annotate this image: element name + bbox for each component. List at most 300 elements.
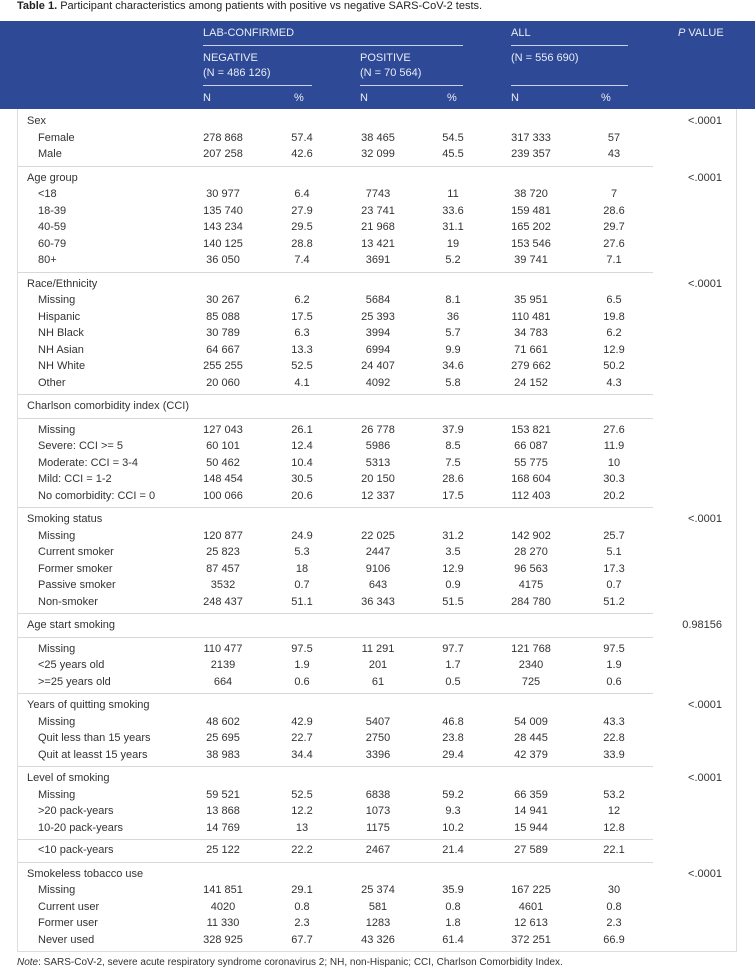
negative-pct-cell: 24.9 <box>291 529 313 542</box>
section-title: Age group <box>27 171 78 184</box>
negative-pct-cell: 0.7 <box>294 579 310 591</box>
positive-pct-cell: 33.6 <box>442 204 464 217</box>
p-value: <.0001 <box>688 115 722 127</box>
positive-n-cell: 26 778 <box>361 423 395 436</box>
negative-pct-cell: 67.7 <box>291 933 313 946</box>
all-n-cell: 168 604 <box>511 473 551 485</box>
negative-n-cell: 30 789 <box>206 327 240 339</box>
positive-pct-cell: 5.7 <box>445 327 461 339</box>
row-label: Former user <box>38 917 98 929</box>
caption-label: Table 1. <box>17 0 58 12</box>
negative-n-cell: 85 088 <box>206 310 240 323</box>
table-section <box>18 110 736 166</box>
row-label: Missing <box>38 529 76 542</box>
positive-n-cell: 21 968 <box>361 221 395 233</box>
table-section <box>18 167 736 272</box>
all-n-cell: 14 941 <box>514 805 548 817</box>
negative-pct-cell: 5.3 <box>294 546 310 558</box>
negative-n-cell: 11 330 <box>206 917 240 929</box>
negative-pct-cell: 52.5 <box>291 788 313 801</box>
all-pct-cell: 6.2 <box>606 327 622 339</box>
row-label: Never used <box>38 933 95 946</box>
all-n-cell: 372 251 <box>511 933 551 946</box>
positive-pct-cell: 21.4 <box>442 844 464 856</box>
negative-n-cell: 87 457 <box>206 562 240 575</box>
positive-n-cell: 1175 <box>366 821 390 834</box>
table-header <box>0 21 755 109</box>
negative-n-cell: 148 454 <box>203 473 243 485</box>
row-label: 18-39 <box>38 204 67 217</box>
all-pct-cell: 22.1 <box>603 844 625 856</box>
table-note <box>17 957 563 969</box>
table-section <box>18 395 736 507</box>
negative-pct-cell: 13.3 <box>291 343 313 356</box>
table-row <box>18 375 736 392</box>
header-all: ALL <box>511 27 531 39</box>
row-label: No comorbidity: CCI = 0 <box>38 489 156 502</box>
section-title: Level of smoking <box>27 772 110 784</box>
positive-pct-cell: 51.5 <box>442 595 464 608</box>
all-pct-cell: 27.6 <box>603 423 625 436</box>
negative-n-cell: 100 066 <box>203 489 243 502</box>
negative-pct-cell: 6.3 <box>294 327 310 339</box>
all-n-cell: 317 333 <box>511 131 551 144</box>
header-rule <box>511 45 628 46</box>
all-n-cell: 4175 <box>518 579 544 591</box>
positive-pct-cell: 45.5 <box>442 148 464 160</box>
p-value: <.0001 <box>688 699 722 711</box>
table-row <box>18 146 736 163</box>
section-header-row <box>18 617 736 634</box>
row-label: >=25 years old <box>38 675 111 688</box>
all-pct-cell: 6.5 <box>606 294 622 306</box>
positive-pct-cell: 3.5 <box>445 546 461 558</box>
section-divider <box>18 418 653 419</box>
header-p-value <box>678 27 724 39</box>
negative-pct-cell: 10.4 <box>291 456 313 469</box>
all-n-cell: 28 445 <box>514 732 548 744</box>
p-value: 0.98156 <box>682 619 722 631</box>
positive-n-cell: 6838 <box>365 788 391 801</box>
all-pct-cell: 0.8 <box>606 900 622 913</box>
table-row <box>18 803 736 820</box>
p-value: <.0001 <box>688 277 722 290</box>
row-label: Male <box>38 148 62 160</box>
positive-pct-cell: 28.6 <box>442 473 464 485</box>
note-text: : SARS-CoV-2, severe acute respiratory syndrome coronavirus 2; NH, non-Hispanic; CCI, Charlson Comorbidity Index. <box>38 957 563 968</box>
all-pct-cell: 25.7 <box>603 529 625 542</box>
negative-n-cell: 25 823 <box>206 546 240 558</box>
negative-pct-cell: 0.8 <box>294 900 310 913</box>
row-label: NH White <box>38 360 86 372</box>
all-pct-cell: 11.9 <box>603 440 625 452</box>
table-row <box>18 882 736 899</box>
all-n-cell: 54 009 <box>514 715 548 728</box>
table-row <box>18 471 736 488</box>
positive-n-cell: 643 <box>368 579 388 591</box>
section-header-row <box>18 866 736 883</box>
table-row <box>18 730 736 747</box>
table-row <box>18 544 736 561</box>
row-label: Non-smoker <box>38 595 98 608</box>
section-header-row <box>18 511 736 528</box>
p-value: <.0001 <box>688 513 722 525</box>
table-row <box>18 203 736 220</box>
header-negative-n: (N = 486 126) <box>203 67 271 79</box>
positive-pct-cell: 7.5 <box>445 456 461 469</box>
negative-pct-cell: 42.6 <box>291 148 313 160</box>
positive-n-cell: 61 <box>371 675 385 688</box>
row-label: Current user <box>38 900 100 913</box>
table-row <box>18 422 736 439</box>
section-header-row <box>18 697 736 714</box>
negative-pct-cell: 42.9 <box>291 715 313 728</box>
all-pct-cell: 29.7 <box>603 221 625 233</box>
row-label: Hispanic <box>38 310 81 323</box>
positive-n-cell: 3396 <box>365 748 391 761</box>
all-n-cell: 167 225 <box>511 884 551 896</box>
table-row <box>18 488 736 505</box>
positive-pct-cell: 5.2 <box>445 254 461 266</box>
negative-n-cell: 2139 <box>210 659 236 671</box>
negative-n-cell: 48 602 <box>206 715 240 728</box>
row-label: Former smoker <box>38 562 113 575</box>
all-pct-cell: 53.2 <box>603 788 625 801</box>
negative-pct-cell: 2.3 <box>294 917 310 929</box>
negative-pct-cell: 26.1 <box>291 423 313 436</box>
positive-pct-cell: 46.8 <box>442 715 464 728</box>
positive-pct-cell: 17.5 <box>442 489 464 502</box>
section-divider <box>18 637 653 638</box>
all-n-cell: 2340 <box>518 659 544 671</box>
all-n-cell: 66 359 <box>514 788 548 801</box>
negative-n-cell: 14 769 <box>206 821 240 834</box>
negative-pct-cell: 29.5 <box>291 221 313 233</box>
negative-n-cell: 248 437 <box>203 595 243 608</box>
all-pct-cell: 43 <box>607 148 621 160</box>
negative-pct-cell: 22.7 <box>291 732 313 744</box>
negative-n-cell: 25 122 <box>206 844 240 856</box>
positive-n-cell: 3691 <box>365 254 391 266</box>
table-row <box>18 714 736 731</box>
section-header-row <box>18 276 736 293</box>
negative-pct-cell: 12.4 <box>291 440 313 452</box>
row-label: NH Black <box>38 327 84 339</box>
positive-n-cell: 1283 <box>365 917 391 929</box>
table-row <box>18 252 736 269</box>
positive-n-cell: 22 025 <box>361 529 395 542</box>
all-pct-cell: 17.3 <box>603 562 625 575</box>
all-n-cell: 28 270 <box>514 546 548 558</box>
negative-pct-cell: 12.2 <box>291 805 313 817</box>
positive-pct-cell: 31.2 <box>442 529 464 542</box>
positive-pct-cell: 31.1 <box>442 221 464 233</box>
table-row <box>18 932 736 949</box>
header-positive-n: (N = 70 564) <box>360 67 422 79</box>
all-pct-cell: 0.7 <box>606 579 622 591</box>
positive-pct-cell: 8.5 <box>445 440 461 452</box>
row-label: Missing <box>38 294 76 306</box>
positive-n-cell: 38 465 <box>361 131 395 144</box>
negative-n-cell: 140 125 <box>203 237 243 250</box>
row-label: Missing <box>38 642 76 655</box>
all-n-cell: 165 202 <box>511 221 551 233</box>
table-row <box>18 438 736 455</box>
negative-pct-cell: 18 <box>295 562 309 575</box>
table-row <box>18 561 736 578</box>
all-n-cell: 96 563 <box>514 562 548 575</box>
negative-pct-cell: 51.1 <box>291 595 313 608</box>
negative-n-cell: 135 740 <box>203 204 243 217</box>
header-neg-pct-col: % <box>294 92 304 104</box>
table-row <box>18 594 736 611</box>
p-value: <.0001 <box>688 867 722 880</box>
positive-n-cell: 20 150 <box>361 473 395 485</box>
positive-n-cell: 201 <box>368 659 388 671</box>
section-title: Race/Ethnicity <box>27 277 98 290</box>
positive-pct-cell: 97.7 <box>442 642 464 655</box>
all-pct-cell: 5.1 <box>606 546 622 558</box>
table-row <box>18 747 736 764</box>
negative-pct-cell: 30.5 <box>291 473 313 485</box>
row-label: 10-20 pack-years <box>38 821 123 834</box>
table-row <box>18 325 736 342</box>
all-n-cell: 27 589 <box>514 844 548 856</box>
header-positive: POSITIVE <box>360 52 411 64</box>
row-label: Moderate: CCI = 3-4 <box>38 456 138 469</box>
positive-n-cell: 43 326 <box>361 933 395 946</box>
positive-n-cell: 2447 <box>365 546 391 558</box>
all-n-cell: 12 613 <box>514 917 548 929</box>
all-pct-cell: 30 <box>607 884 621 896</box>
header-rule <box>203 85 312 86</box>
negative-n-cell: 50 462 <box>206 456 240 469</box>
negative-n-cell: 64 667 <box>206 343 240 356</box>
table-row <box>18 342 736 359</box>
all-n-cell: 15 944 <box>514 821 548 834</box>
negative-n-cell: 328 925 <box>203 933 243 946</box>
positive-pct-cell: 34.6 <box>442 360 464 372</box>
all-n-cell: 4601 <box>518 900 544 913</box>
all-n-cell: 24 152 <box>514 376 548 389</box>
row-label: Female <box>38 131 75 144</box>
negative-n-cell: 59 521 <box>206 788 240 801</box>
positive-n-cell: 23 741 <box>361 204 395 217</box>
row-label: NH Asian <box>38 343 84 356</box>
negative-pct-cell: 17.5 <box>291 310 313 323</box>
table-section <box>18 273 736 395</box>
all-n-cell: 55 775 <box>514 456 548 469</box>
section-title: Smoking status <box>27 513 103 525</box>
positive-pct-cell: 59.2 <box>442 788 464 801</box>
positive-pct-cell: 0.9 <box>445 579 461 591</box>
section-title: Sex <box>27 115 46 127</box>
all-n-cell: 725 <box>521 675 541 688</box>
header-rule <box>360 85 463 86</box>
negative-pct-cell: 27.9 <box>291 204 313 217</box>
row-label: <18 <box>38 188 57 200</box>
all-pct-cell: 20.2 <box>603 489 625 502</box>
row-label: Missing <box>38 423 76 436</box>
row-label: Missing <box>38 884 76 896</box>
positive-pct-cell: 29.4 <box>442 748 464 761</box>
negative-n-cell: 120 877 <box>203 529 243 542</box>
table-row <box>18 674 736 691</box>
table-row <box>18 309 736 326</box>
positive-n-cell: 36 343 <box>361 595 395 608</box>
negative-n-cell: 127 043 <box>203 423 243 436</box>
negative-n-cell: 207 258 <box>203 148 243 160</box>
positive-n-cell: 1073 <box>365 805 391 817</box>
table-row <box>18 641 736 658</box>
negative-n-cell: 278 868 <box>203 131 243 144</box>
positive-pct-cell: 12.9 <box>442 562 464 575</box>
all-pct-cell: 28.6 <box>603 204 625 217</box>
table-row <box>18 842 736 859</box>
positive-n-cell: 24 407 <box>361 360 395 372</box>
all-n-cell: 153 546 <box>511 237 551 250</box>
table-row <box>18 528 736 545</box>
negative-pct-cell: 0.6 <box>294 675 310 688</box>
table-row <box>18 358 736 375</box>
positive-pct-cell: 0.5 <box>445 675 461 688</box>
negative-n-cell: 30 977 <box>206 188 240 200</box>
all-n-cell: 239 357 <box>511 148 551 160</box>
all-pct-cell: 50.2 <box>603 360 625 372</box>
all-pct-cell: 19.8 <box>603 310 625 323</box>
header-all-n: (N = 556 690) <box>511 52 579 64</box>
row-label: Mild: CCI = 1-2 <box>38 473 112 485</box>
header-neg-n-col: N <box>203 92 211 104</box>
positive-pct-cell: 1.8 <box>445 917 461 929</box>
negative-pct-cell: 29.1 <box>291 884 313 896</box>
positive-n-cell: 5407 <box>365 715 391 728</box>
row-label: >20 pack-years <box>38 805 114 817</box>
negative-n-cell: 110 477 <box>203 642 243 655</box>
caption-text: Participant characteristics among patients with positive vs negative SARS-CoV-2 tests. <box>60 0 483 12</box>
all-pct-cell: 12.8 <box>603 821 625 834</box>
row-label: Severe: CCI >= 5 <box>38 440 123 452</box>
positive-pct-cell: 9.9 <box>445 343 461 356</box>
header-negative: NEGATIVE <box>203 52 258 64</box>
table-row <box>18 657 736 674</box>
positive-n-cell: 2750 <box>365 732 391 744</box>
all-n-cell: 284 780 <box>511 595 551 608</box>
negative-n-cell: 664 <box>213 675 233 688</box>
negative-pct-cell: 97.5 <box>291 642 313 655</box>
section-header-row <box>18 770 736 787</box>
table-section <box>18 508 736 613</box>
all-pct-cell: 27.6 <box>603 237 625 250</box>
row-label: Quit less than 15 years <box>38 732 151 744</box>
p-italic: P <box>678 27 686 39</box>
all-pct-cell: 22.8 <box>603 732 625 744</box>
negative-pct-cell: 34.4 <box>291 748 313 761</box>
section-header-row <box>18 170 736 187</box>
table-section <box>18 694 736 766</box>
all-pct-cell: 51.2 <box>603 595 625 608</box>
positive-pct-cell: 54.5 <box>442 131 464 144</box>
table-caption <box>17 0 482 13</box>
section-header-row <box>18 113 736 130</box>
all-n-cell: 34 783 <box>514 327 548 339</box>
negative-pct-cell: 6.4 <box>294 188 310 200</box>
positive-n-cell: 13 421 <box>361 237 395 250</box>
table-row <box>18 236 736 253</box>
negative-pct-cell: 22.2 <box>291 844 313 856</box>
all-pct-cell: 12 <box>607 805 621 817</box>
header-pos-pct-col: % <box>447 92 457 104</box>
all-pct-cell: 4.3 <box>606 376 622 389</box>
all-n-cell: 279 662 <box>511 360 551 372</box>
positive-pct-cell: 61.4 <box>442 933 464 946</box>
positive-pct-cell: 8.1 <box>445 294 461 306</box>
row-label: Other <box>38 376 66 389</box>
all-pct-cell: 30.3 <box>603 473 625 485</box>
table-row <box>18 130 736 147</box>
negative-n-cell: 4020 <box>210 900 236 913</box>
header-all-pct-col: % <box>601 92 611 104</box>
positive-n-cell: 32 099 <box>361 148 395 160</box>
table-row <box>18 915 736 932</box>
all-n-cell: 121 768 <box>511 642 551 655</box>
positive-pct-cell: 11 <box>447 188 459 200</box>
row-label: Current smoker <box>38 546 114 558</box>
table-row <box>18 219 736 236</box>
all-pct-cell: 7.1 <box>606 254 622 266</box>
negative-pct-cell: 1.9 <box>294 659 310 671</box>
positive-n-cell: 5986 <box>365 440 391 452</box>
header-lab-confirmed: LAB-CONFIRMED <box>203 27 295 39</box>
p-value-label: VALUE <box>685 27 724 39</box>
all-pct-cell: 7 <box>610 188 618 200</box>
table-section <box>18 767 736 862</box>
row-label: <10 pack-years <box>38 844 114 856</box>
all-n-cell: 159 481 <box>511 204 551 217</box>
negative-n-cell: 143 234 <box>203 221 243 233</box>
positive-pct-cell: 9.3 <box>445 805 461 817</box>
negative-pct-cell: 28.8 <box>291 237 313 250</box>
positive-n-cell: 5684 <box>365 294 391 306</box>
positive-pct-cell: 23.8 <box>442 732 464 744</box>
p-value: <.0001 <box>688 171 722 184</box>
all-pct-cell: 66.9 <box>603 933 625 946</box>
negative-n-cell: 38 983 <box>206 748 240 761</box>
positive-n-cell: 581 <box>368 900 388 913</box>
negative-pct-cell: 52.5 <box>291 360 313 372</box>
table-row <box>18 787 736 804</box>
positive-n-cell: 25 374 <box>361 884 395 896</box>
negative-pct-cell: 20.6 <box>291 489 313 502</box>
p-value: <.0001 <box>688 772 722 784</box>
negative-n-cell: 13 868 <box>206 805 240 817</box>
negative-pct-cell: 6.2 <box>294 294 310 306</box>
table-row <box>18 186 736 203</box>
table-row <box>18 899 736 916</box>
positive-pct-cell: 36 <box>446 310 460 323</box>
positive-n-cell: 2467 <box>365 844 391 856</box>
table-body <box>17 109 737 952</box>
header-rule <box>203 45 463 46</box>
all-pct-cell: 1.9 <box>606 659 622 671</box>
negative-pct-cell: 7.4 <box>294 254 310 266</box>
header-rule <box>511 85 628 86</box>
all-pct-cell: 2.3 <box>606 917 622 929</box>
all-n-cell: 39 741 <box>514 254 548 266</box>
all-n-cell: 110 481 <box>511 310 551 323</box>
table-section <box>18 614 736 693</box>
positive-n-cell: 5313 <box>365 456 391 469</box>
